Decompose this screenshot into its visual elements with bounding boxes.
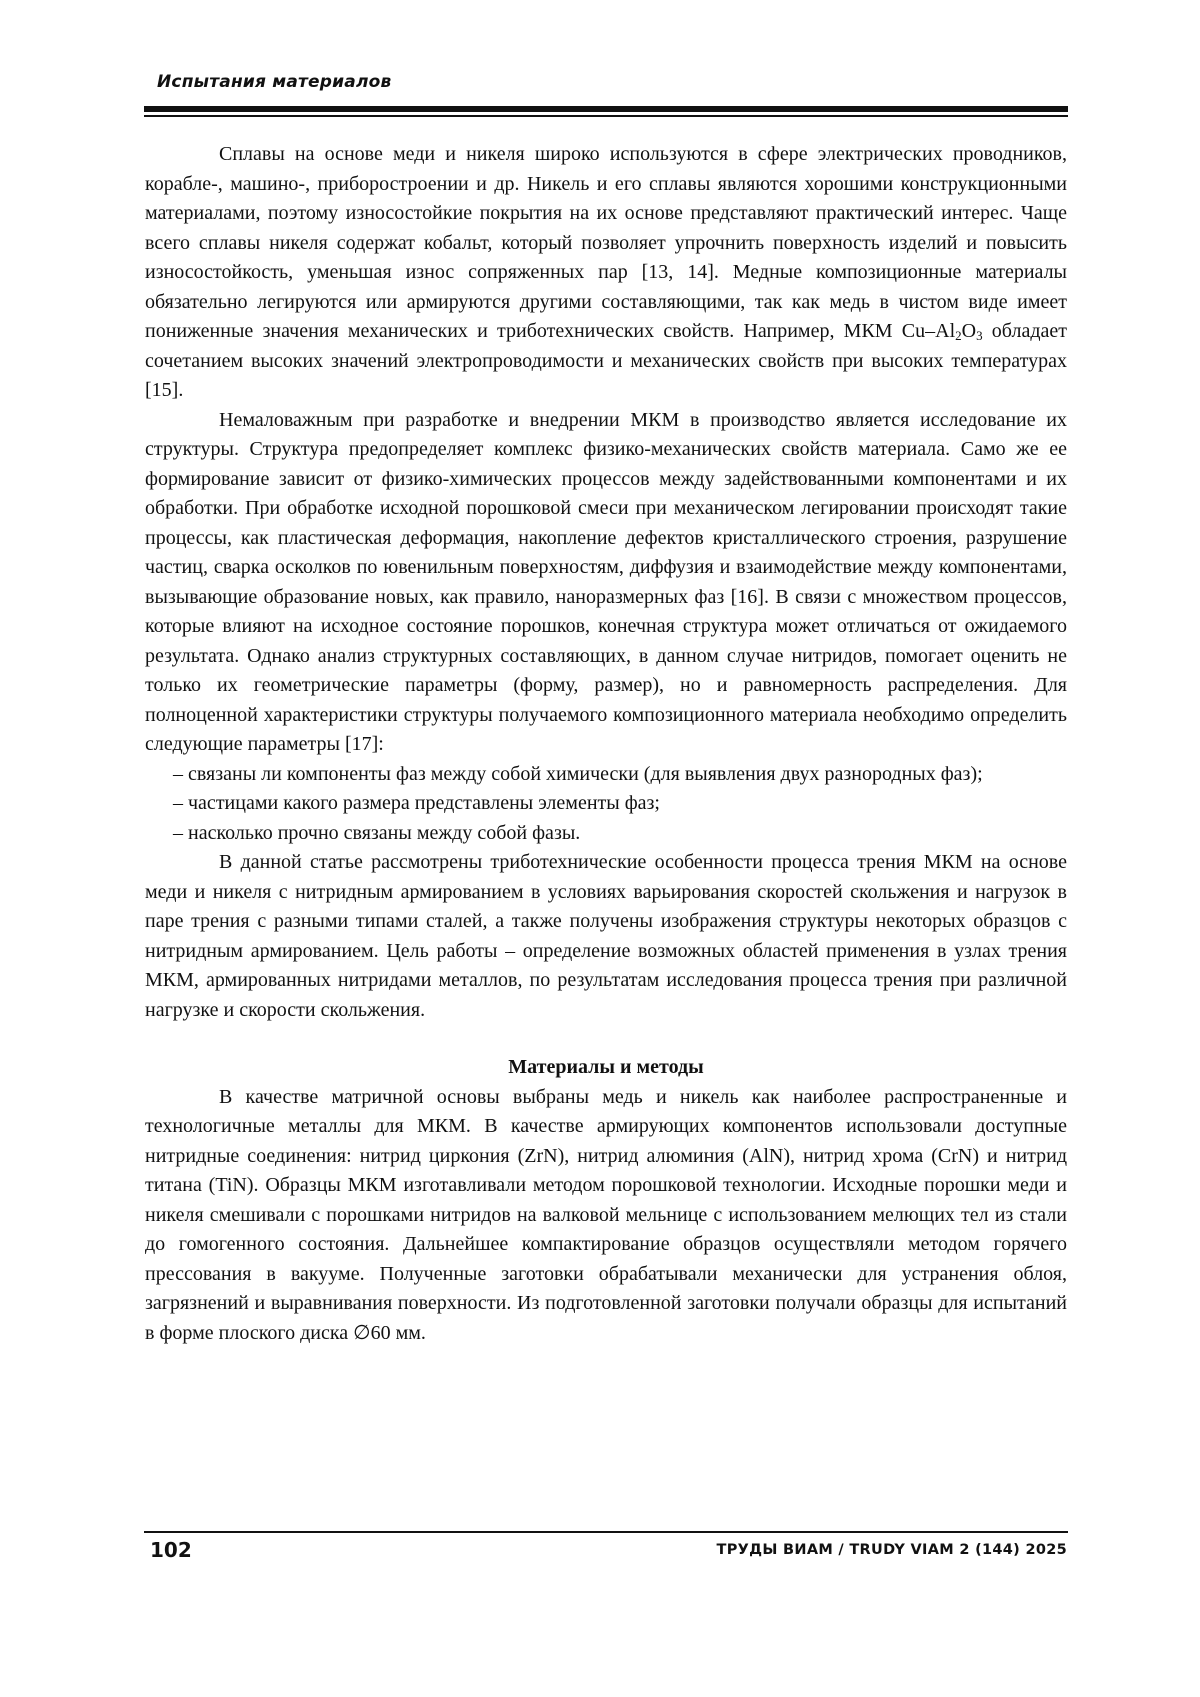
header-rule-thin <box>144 115 1068 117</box>
paragraph-3: В данной статье рассмотрены триботехнические особенности процесса трения МКМ на основе меди и никеля с нитридным армированием в условиях варьирования скоростей скольжения и нагрузок в паре трения с разными типами сталей, а также получены изображения структуры некоторых образцов с нитридным армированием. Цель работы – определение возможных областей применения в узлах трения МКМ, армированных нитридами металлов, по результатам исследования процесса трения при различной нагрузке и скорости скольжения. <box>145 851 1067 1021</box>
header-rule-thick <box>144 106 1068 112</box>
footer-rule <box>144 1531 1068 1533</box>
article-body <box>145 140 1067 1348</box>
running-title: Испытания материалов <box>157 72 392 92</box>
journal-title: ТРУДЫ ВИАМ / TRUDY VIAM 2 (144) 2025 <box>716 1542 1067 1558</box>
list-item: – частицами какого размера представлены элементы фаз; <box>173 792 660 814</box>
list-item: – насколько прочно связаны между собой фазы. <box>173 821 581 844</box>
list-item: – связаны ли компоненты фаз между собой химически (для выявления двух разнородных фаз); <box>173 762 983 785</box>
section-heading: Материалы и методы <box>508 1056 704 1078</box>
paragraph-4: В качестве матричной основы выбраны медь и никель как наиболее распространенные и технологичные металлы для МКМ. В качестве армирующих компонентов использовали доступные нитридные соединения: нитрид циркония (ZrN), нитрид алюминия (AlN), нитрид хрома (CrN) и нитрид титана (TiN). Образцы МКМ изготавливали методом порошковой технологии. Исходные порошки меди и никеля смешивали с порошками нитридов на валковой мельнице с использованием мелющих тел из стали до гомогенного состояния. Дальнейшее компактирование образцов осуществляли методом горячего прессования в вакууме. Полученные заготовки обрабатывали механически для устранения облоя, загрязнений и выравнивания поверхности. Из подготовленной заготовки получали образцы для испытаний в форме плоского диска ∅60 мм. <box>145 1085 1067 1344</box>
paragraph-1: Сплавы на основе меди и никеля широко используются в сфере электрических проводников, корабле-, машино-, приборостроении и др. Никель и его сплавы являются хорошими конструкционными материалами, поэтому износостойкие покрытия на их основе представляют практический интерес. Чаще всего сплавы никеля содержат кобальт, который позволяет упрочнить поверхность изделий и повысить износостойкость, уменьшая износ сопряженных пар [13, 14]. Медные композиционные материалы обязательно легируются или армируются другими составляющими, так как медь в чистом виде имеет пониженные значения механических и триботехнических свойств. Например, МКМ $Cu-Al_2O_3$ обладает сочетанием высоких значений электропроводимости и механических свойств при высоких температурах [15]. <box>145 143 1067 401</box>
paragraph-2: Немаловажным при разработке и внедрении МКМ в производство является исследование их структуры. Структура предопределяет комплекс физико-механических свойств материала. Само же ее формирование зависит от физико-химических процессов между задействованными компонентами и их обработки. При обработке исходной порошковой смеси при механическом легировании происходят такие процессы, как пластическая деформация, накопление дефектов кристаллического строения, разрушение частиц, сварка осколков по ювенильным поверхностям, диффузия и взаимодействие между компонентами, вызывающие образование новых, как правило, наноразмерных фаз [16]. В связи с множеством процессов, которые влияют на исходное состояние порошков, конечная структура может отличаться от ожидаемого результата. Однако анализ структурных составляющих, в данном случае нитридов, помогает оценить не только их геометрические параметры (форму, размер), но и равномерность распределения. Для полноценной характеристики структуры получаемого композиционного материала необходимо определить следующие параметры [17]: <box>145 408 1067 755</box>
page-number: 102 <box>150 1538 192 1562</box>
